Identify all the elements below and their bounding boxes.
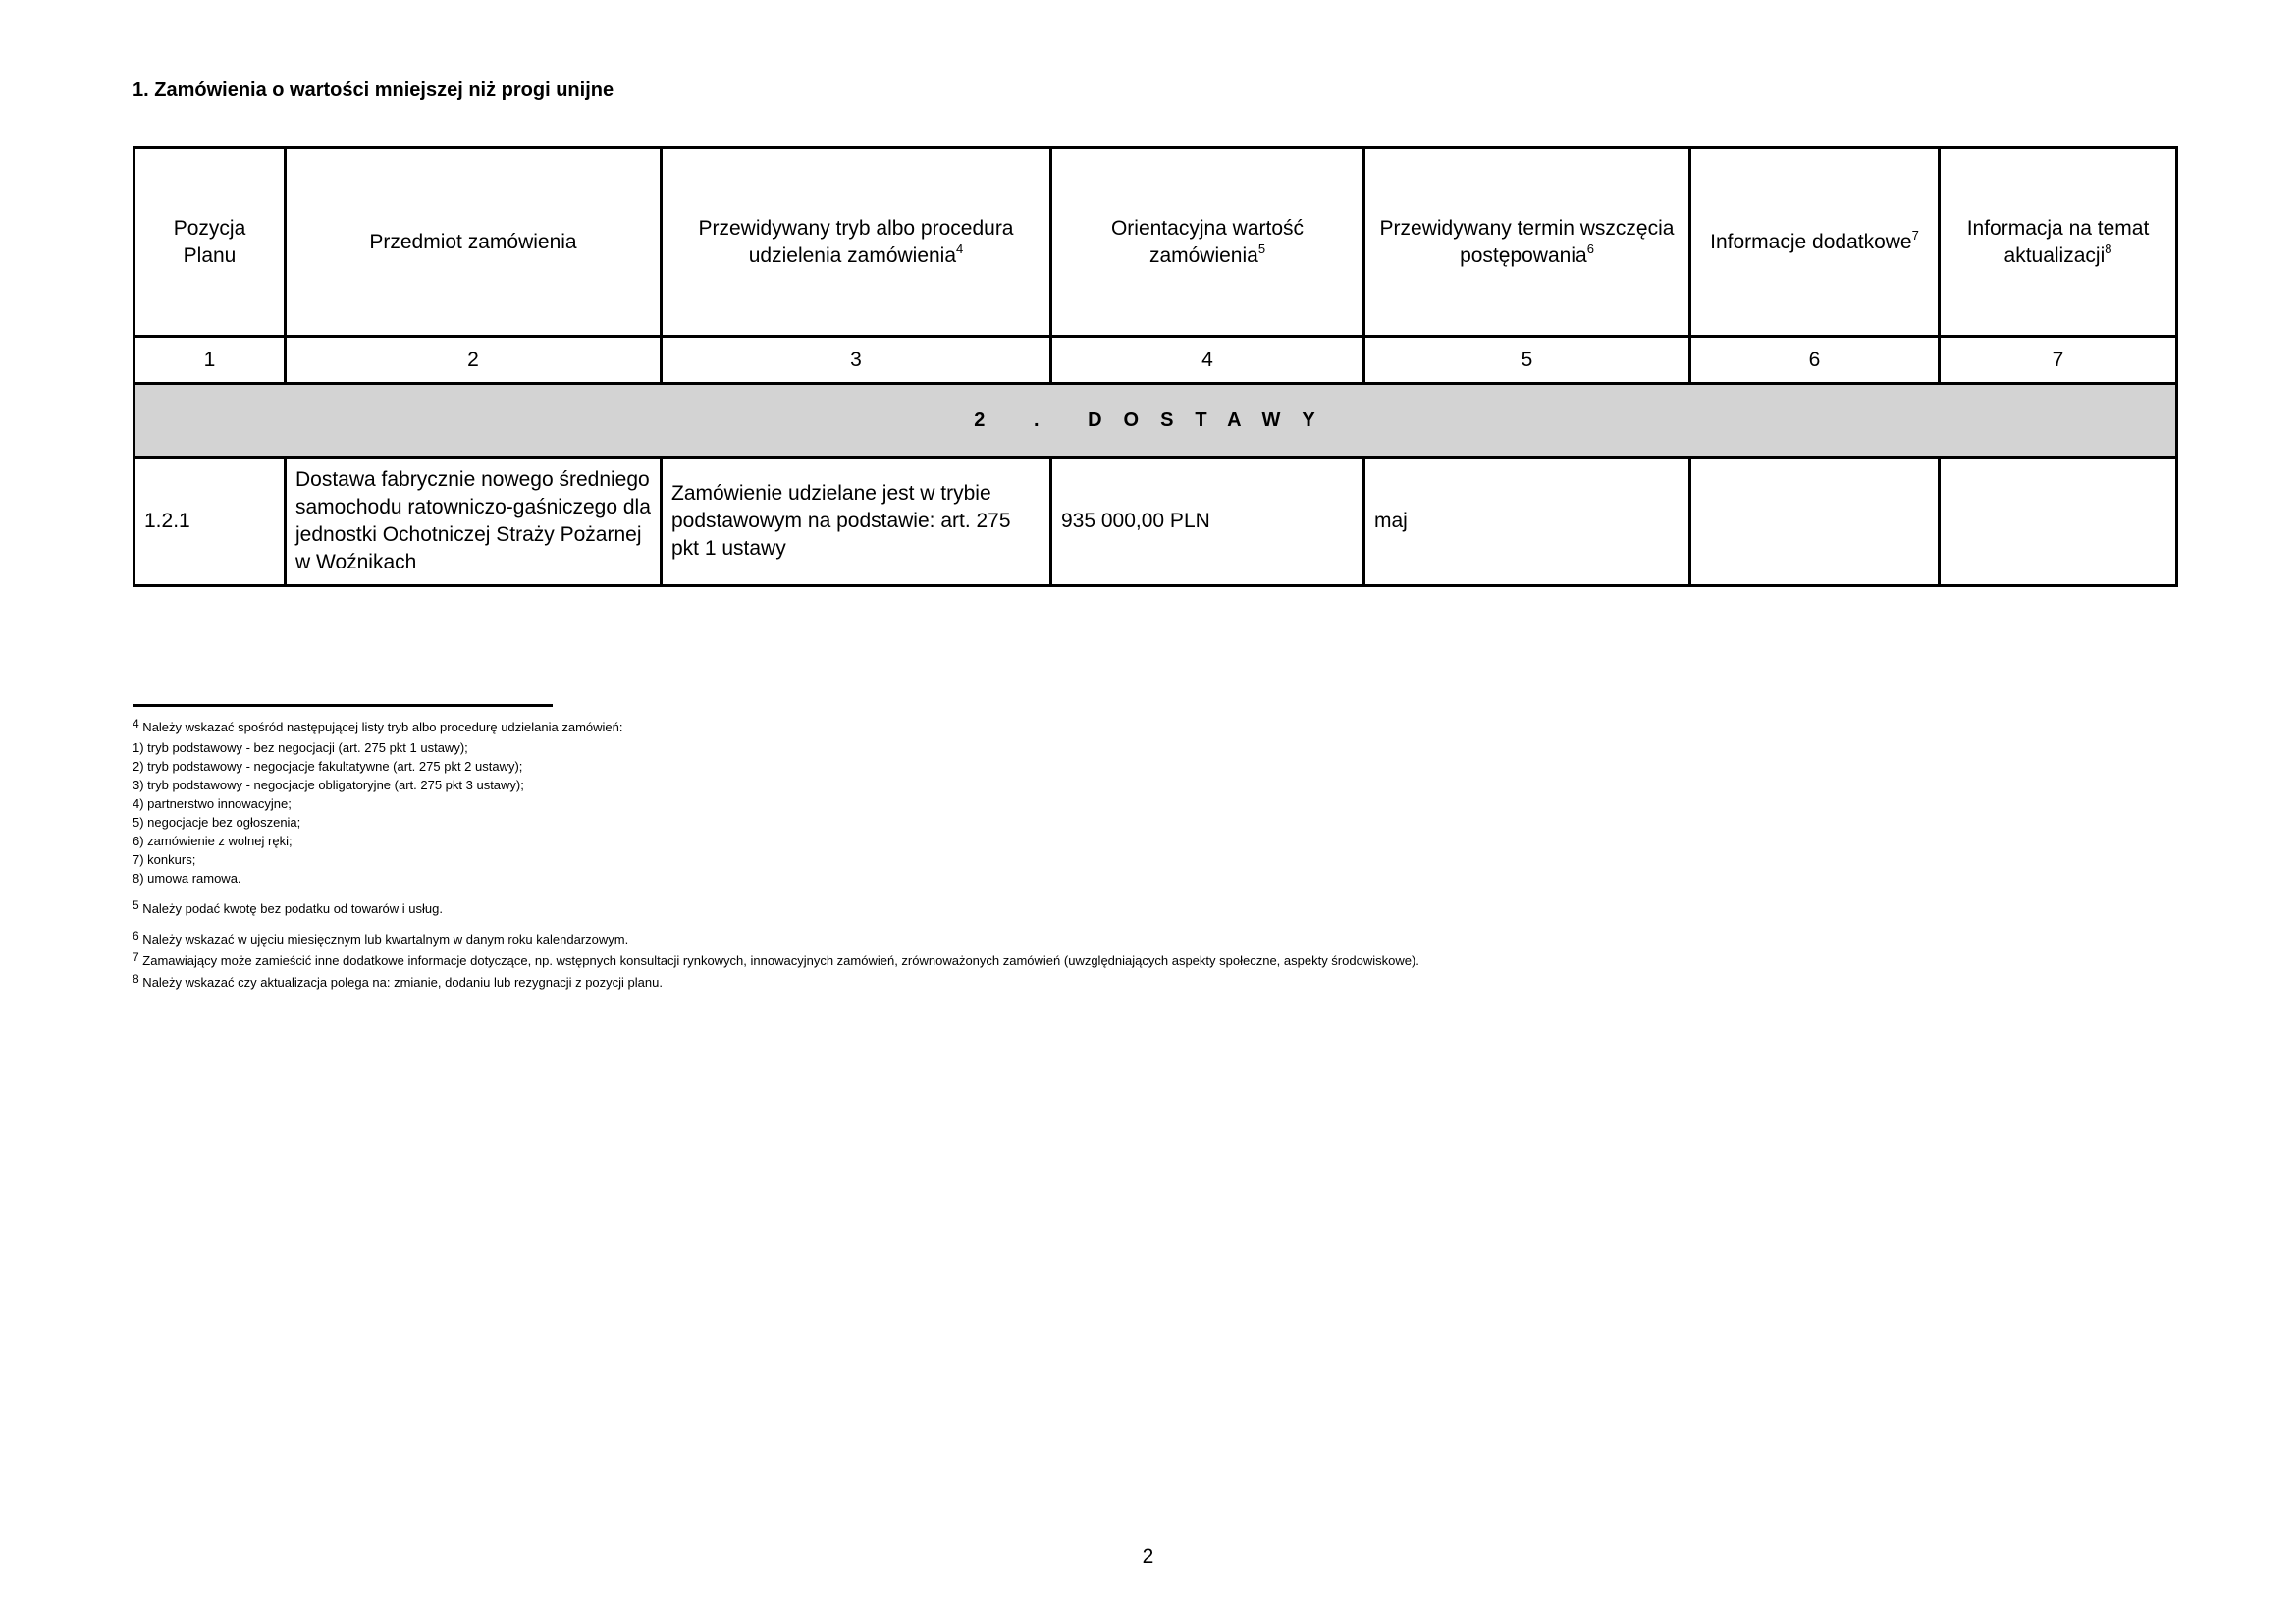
page-number: 2 xyxy=(1142,1545,1154,1568)
footnotes xyxy=(133,718,2174,992)
list-item: 8) umowa ramowa. xyxy=(133,871,241,886)
header-subject: Przedmiot zamówienia xyxy=(286,148,662,337)
footnote-4-list xyxy=(133,738,2174,888)
footnote-ref-7: 7 xyxy=(1911,227,1919,243)
cell-procedure: Zamówienie udzielane jest w trybie podstawowym na podstawie: art. 275 pkt 1 ustawy xyxy=(662,458,1051,586)
footnote-ref-6: 6 xyxy=(1586,241,1594,256)
column-number: 7 xyxy=(1940,337,2177,384)
footnote-ref-4: 4 xyxy=(956,241,964,256)
footnote-4: $^4$ Należy wskazać spośród następującej listy tryb albo procedurę udzielania zamówień: xyxy=(133,717,623,734)
cell-term: maj xyxy=(1364,458,1690,586)
column-number: 5 xyxy=(1364,337,1690,384)
footnote-separator xyxy=(133,704,553,707)
list-item: 3) tryb podstawowy - negocjacje obligatoryjne (art. 275 pkt 3 ustawy); xyxy=(133,778,524,792)
header-position: Pozycja Planu xyxy=(134,148,286,337)
section-row xyxy=(134,384,2177,458)
column-number: 6 xyxy=(1690,337,1940,384)
table-header-row xyxy=(134,148,2177,337)
column-number-row xyxy=(134,337,2177,384)
cell-position: 1.2.1 xyxy=(134,458,286,586)
column-number: 4 xyxy=(1051,337,1364,384)
column-number: 2 xyxy=(286,337,662,384)
list-item: 5) negocjacje bez ogłoszenia; xyxy=(133,815,301,830)
procurement-plan-table xyxy=(133,146,2178,587)
footnote-8: $^8$ Należy wskazać czy aktualizacja polega na: zmianie, dodaniu lub rezygnacji z pozycji planu. xyxy=(133,972,663,990)
cell-additional-info xyxy=(1690,458,1940,586)
list-item: 6) zamówienie z wolnej ręki; xyxy=(133,834,293,848)
cell-subject: Dostawa fabrycznie nowego średniego samochodu ratowniczo-gaśniczego dla jednostki Ochotniczej Straży Pożarnej w Woźnikach xyxy=(286,458,662,586)
list-item: 7) konkurs; xyxy=(133,852,196,867)
footnote-ref-8: 8 xyxy=(2105,241,2112,256)
footnote-7: $^7$ Zamawiający może zamieścić inne dodatkowe informacje dotyczące, np. wstępnych konsultacji rynkowych, innowacyjnych zamówień, zrównoważonych zamówień (uwzględniających aspekty społeczne, aspekty środowiskowe). xyxy=(133,950,1419,968)
header-value: Orientacyjna wartość zamówienia$^5$ xyxy=(1051,148,1364,337)
section-title: 2 . DOSTAWY xyxy=(134,384,2177,458)
header-procedure: Przewidywany tryb albo procedura udzielenia zamówienia$^4$ xyxy=(662,148,1051,337)
list-item: 1) tryb podstawowy - bez negocjacji (art. 275 pkt 1 ustawy); xyxy=(133,740,468,755)
footnote-6: $^6$ Należy wskazać w ujęciu miesięcznym lub kwartalnym w danym roku kalendarzowym. xyxy=(133,929,629,947)
list-item: 2) tryb podstawowy - negocjacje fakultatywne (art. 275 pkt 2 ustawy); xyxy=(133,759,523,774)
section-heading: 1. Zamówienia o wartości mniejszej niż progi unijne xyxy=(133,80,614,101)
footnote-5: $^5$ Należy podać kwotę bez podatku od towarów i usług. xyxy=(133,898,443,916)
column-number: 3 xyxy=(662,337,1051,384)
column-number: 1 xyxy=(134,337,286,384)
header-update-info: Informacja na temat aktualizacji$^8$ xyxy=(1940,148,2177,337)
cell-value: 935 000,00 PLN xyxy=(1051,458,1364,586)
header-additional-info: Informacje dodatkowe$^7$ xyxy=(1690,148,1940,337)
header-term: Przewidywany termin wszczęcia postępowania$^6$ xyxy=(1364,148,1690,337)
footnote-ref-5: 5 xyxy=(1257,241,1266,256)
cell-update-info xyxy=(1940,458,2177,586)
list-item: 4) partnerstwo innowacyjne; xyxy=(133,796,292,811)
table-row xyxy=(134,458,2177,586)
